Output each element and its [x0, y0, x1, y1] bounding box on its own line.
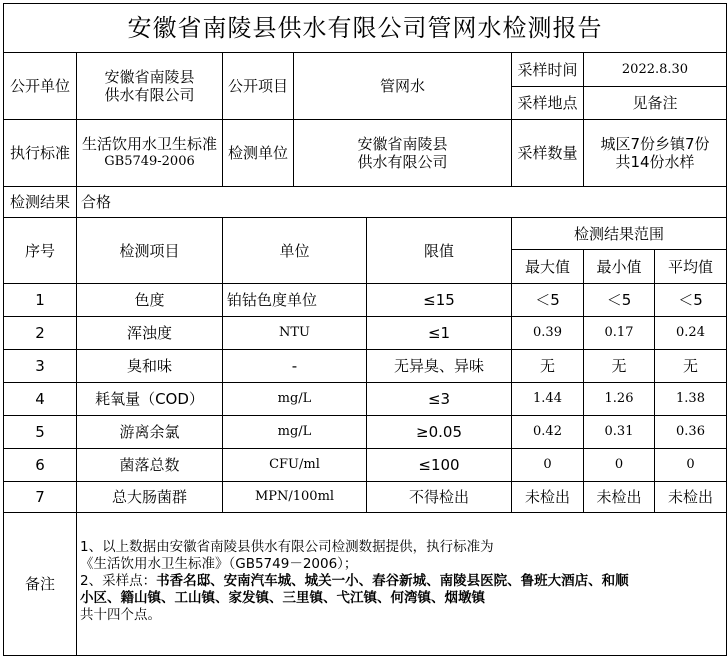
row-item: 游离余氯: [77, 416, 223, 449]
row-limit: ≤15: [367, 284, 512, 317]
report-table: [3, 3, 727, 656]
sample-count-line-2: 共14份水样: [615, 153, 695, 171]
header-range: 检测结果范围: [512, 218, 727, 250]
row-max: 0.39: [512, 317, 584, 350]
row-index: 2: [4, 317, 77, 350]
row-limit: ≥0.05: [367, 416, 512, 449]
report-title: 安徽省南陵县供水有限公司管网水检测报告: [4, 4, 727, 53]
row-unit: -: [223, 350, 367, 383]
header-unit: 单位: [223, 218, 367, 284]
lab-label: 检测单位: [223, 120, 294, 187]
row-unit: 铂钴色度单位: [223, 284, 367, 317]
standard-line-1: 生活饮用水卫生标准: [81, 135, 217, 153]
row-min: 1.26: [584, 383, 655, 416]
table-row: [4, 416, 727, 449]
row-avg: 0.36: [655, 416, 727, 449]
row-index: 6: [4, 449, 77, 482]
row-index: 1: [4, 284, 77, 317]
row-limit: 无异臭、异味: [367, 350, 512, 383]
row-index: 7: [4, 482, 77, 513]
table-row: [4, 482, 727, 513]
table-row: [4, 449, 727, 482]
row-item: 色度: [77, 284, 223, 317]
row-max: 无: [512, 350, 584, 383]
sample-place-label: 采样地点: [512, 87, 584, 120]
row-index: 3: [4, 350, 77, 383]
row-index: 5: [4, 416, 77, 449]
lab-value: [294, 120, 512, 187]
sample-count-label: 采样数量: [512, 120, 584, 187]
header-index: 序号: [4, 218, 77, 284]
row-item: 浑浊度: [77, 317, 223, 350]
remarks-line-5: 共十四个点。: [80, 607, 161, 623]
row-min: ＜5: [584, 284, 655, 317]
row-avg: 无: [655, 350, 727, 383]
row-min: 0: [584, 449, 655, 482]
remarks-line-4: 小区、籍山镇、工山镇、家发镇、三里镇、弋江镇、何湾镇、烟墩镇: [80, 590, 485, 606]
sample-time-value: 2022.8.30: [584, 53, 727, 87]
header-avg: 平均值: [655, 250, 727, 284]
publisher-label: 公开单位: [4, 53, 77, 120]
row-min: 0.31: [584, 416, 655, 449]
remarks-points-prefix: 2、采样点：: [80, 573, 157, 589]
row-unit: mg/L: [223, 383, 367, 416]
publisher-line-2: 供水有限公司: [104, 86, 195, 104]
remarks-line-2: 《生活饮用水卫生标准》（GB5749－2006）；: [80, 556, 358, 572]
row-item: 菌落总数: [77, 449, 223, 482]
row-limit: ≤100: [367, 449, 512, 482]
table-row: [4, 383, 727, 416]
result-value: 合格: [77, 187, 727, 218]
result-label: 检测结果: [4, 187, 77, 218]
project-value: 管网水: [294, 53, 512, 120]
table-row: [4, 350, 727, 383]
row-item: 耗氧量（COD）: [77, 383, 223, 416]
row-min: 未检出: [584, 482, 655, 513]
row-min: 0.17: [584, 317, 655, 350]
lab-line-2: 供水有限公司: [357, 153, 448, 171]
row-avg: 0: [655, 449, 727, 482]
remarks-line-1: 1、以上数据由安徽省南陵县供水有限公司检测数据提供，执行标准为: [80, 539, 494, 555]
sample-count-value: [584, 120, 727, 187]
table-row: [4, 284, 727, 317]
row-avg: 未检出: [655, 482, 727, 513]
row-avg: 1.38: [655, 383, 727, 416]
remarks-body: [77, 513, 727, 656]
row-unit: mg/L: [223, 416, 367, 449]
header-max: 最大值: [512, 250, 584, 284]
row-avg: ＜5: [655, 284, 727, 317]
remarks-label: 备注: [4, 513, 77, 656]
header-item: 检测项目: [77, 218, 223, 284]
row-limit: 不得检出: [367, 482, 512, 513]
project-label: 公开项目: [223, 53, 294, 120]
row-unit: NTU: [223, 317, 367, 350]
row-unit: MPN/100ml: [223, 482, 367, 513]
standard-line-2: GB5749-2006: [104, 154, 195, 169]
row-max: 0.42: [512, 416, 584, 449]
row-item: 总大肠菌群: [77, 482, 223, 513]
standard-label: 执行标准: [4, 120, 77, 187]
lab-line-1: 安徽省南陵县: [357, 135, 448, 153]
row-limit: ≤3: [367, 383, 512, 416]
row-index: 4: [4, 383, 77, 416]
row-min: 无: [584, 350, 655, 383]
row-item: 臭和味: [77, 350, 223, 383]
row-max: 1.44: [512, 383, 584, 416]
row-max: 未检出: [512, 482, 584, 513]
header-min: 最小值: [584, 250, 655, 284]
publisher-line-1: 安徽省南陵县: [104, 68, 195, 86]
standard-value: [77, 120, 223, 187]
row-limit: ≤1: [367, 317, 512, 350]
table-row: [4, 317, 727, 350]
row-unit: CFU/ml: [223, 449, 367, 482]
row-avg: 0.24: [655, 317, 727, 350]
header-limit: 限值: [367, 218, 512, 284]
sample-place-value: 见备注: [584, 87, 727, 120]
sample-time-label: 采样时间: [512, 53, 584, 87]
remarks-points-list: 书香名邸、安南汽车城、城关一小、春谷新城、南陵县医院、鲁班大酒店、和顺: [156, 573, 629, 589]
row-max: 0: [512, 449, 584, 482]
sample-count-line-1: 城区7份乡镇7份: [600, 135, 710, 153]
remarks-line-3: [80, 573, 722, 590]
publisher-value: [77, 53, 223, 120]
row-max: ＜5: [512, 284, 584, 317]
